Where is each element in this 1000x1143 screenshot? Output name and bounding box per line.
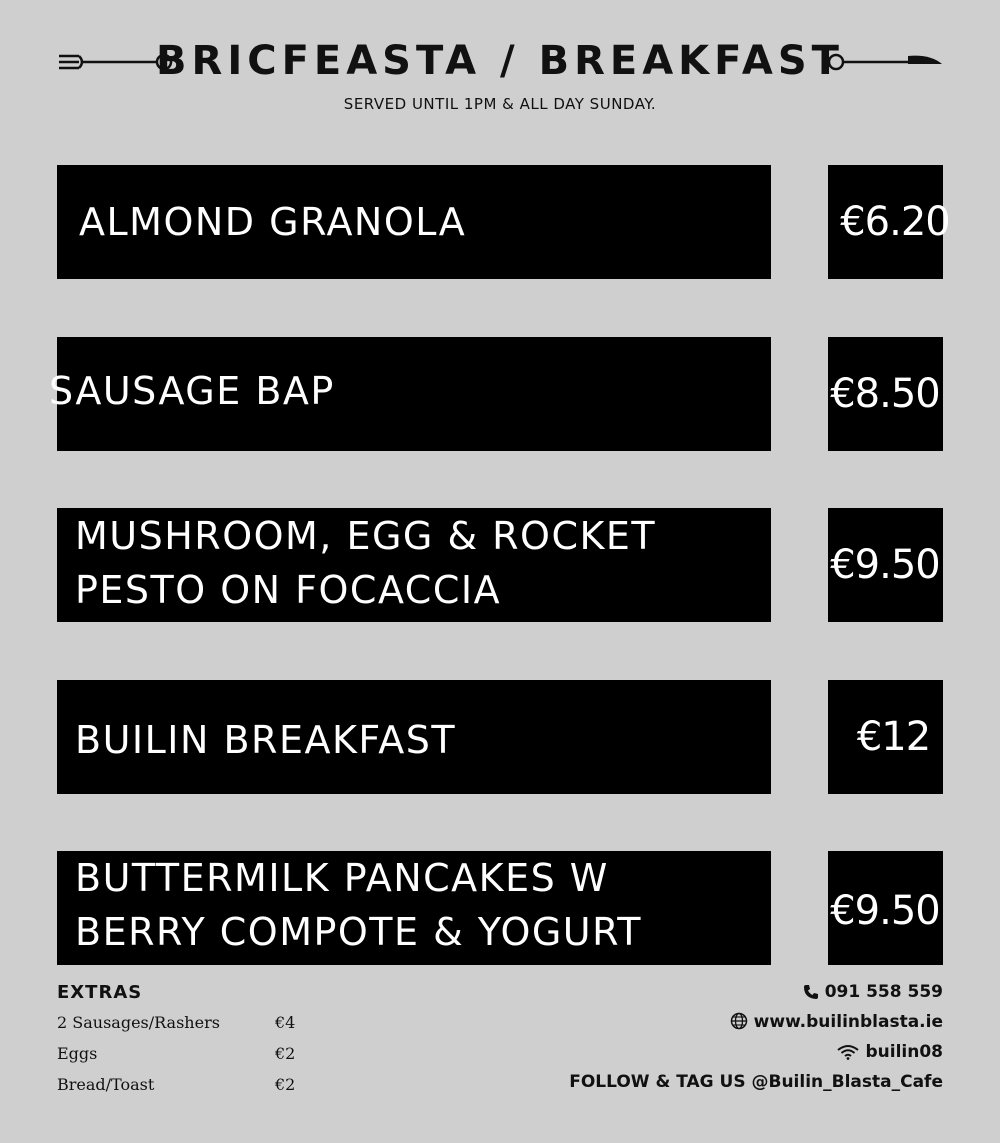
item-price: €9.50 <box>830 888 940 935</box>
item-price: €6.20 <box>840 199 950 245</box>
social-line <box>423 1072 943 1102</box>
extra-price: €2 <box>275 1075 296 1094</box>
price-box <box>828 508 943 622</box>
extra-price: €4 <box>275 1013 296 1032</box>
menu-item <box>57 851 943 965</box>
extra-label: Eggs <box>57 1044 98 1063</box>
wifi-password: builin08 <box>865 1042 943 1062</box>
item-name: BUILIN BREAKFAST <box>75 718 457 763</box>
extras-title: EXTRAS <box>57 982 143 1003</box>
menu-item <box>57 165 950 279</box>
page-title: BRICFEASTA / BREAKFAST <box>156 38 844 84</box>
item-name-line: PESTO ON FOCACCIA <box>75 567 502 612</box>
price-box <box>828 680 943 794</box>
extra-price: €2 <box>275 1044 296 1063</box>
item-box <box>57 680 771 794</box>
menu-item <box>57 680 943 794</box>
social-handle: FOLLOW & TAG US @Builin_Blasta_Cafe <box>569 1072 943 1092</box>
extra-item <box>57 1044 317 1075</box>
item-box <box>57 851 771 965</box>
item-name: ALMOND GRANOLA <box>79 200 467 244</box>
extra-item <box>57 1075 317 1106</box>
item-box <box>57 165 771 279</box>
phone-line <box>423 982 943 1012</box>
price-box <box>828 851 943 965</box>
item-name <box>75 509 751 617</box>
menu-item <box>49 337 943 451</box>
phone-icon <box>803 984 819 1000</box>
item-price: €8.50 <box>830 371 940 417</box>
website-line <box>423 1012 943 1042</box>
item-name <box>75 851 751 959</box>
wifi-line <box>423 1042 943 1072</box>
extra-label: 2 Sausages/Rashers <box>57 1013 220 1032</box>
item-box <box>57 508 771 622</box>
extra-label: Bread/Toast <box>57 1075 155 1094</box>
wifi-icon <box>837 1044 859 1060</box>
contact-section <box>423 982 943 1102</box>
website-link[interactable]: www.builinblasta.ie <box>753 1012 943 1032</box>
globe-icon <box>730 1012 748 1030</box>
item-price: €9.50 <box>830 542 940 588</box>
price-box <box>828 165 950 279</box>
menu-subtitle: SERVED UNTIL 1PM & ALL DAY SUNDAY. <box>343 95 657 113</box>
menu-header <box>0 30 1000 90</box>
item-name-line: MUSHROOM, EGG & ROCKET <box>75 513 657 558</box>
knife-icon <box>826 52 944 72</box>
item-price: €12 <box>856 714 931 760</box>
item-name-line: BERRY COMPOTE & YOGURT <box>75 909 642 954</box>
item-name: SAUSAGE BAP <box>49 368 335 413</box>
item-box <box>49 337 771 451</box>
item-name-line: BUTTERMILK PANCAKES W <box>75 855 609 900</box>
price-box <box>828 337 943 451</box>
extra-item <box>57 1013 317 1044</box>
extras-section <box>57 982 317 1106</box>
menu-item <box>57 508 943 622</box>
phone-number[interactable]: 091 558 559 <box>824 982 943 1002</box>
